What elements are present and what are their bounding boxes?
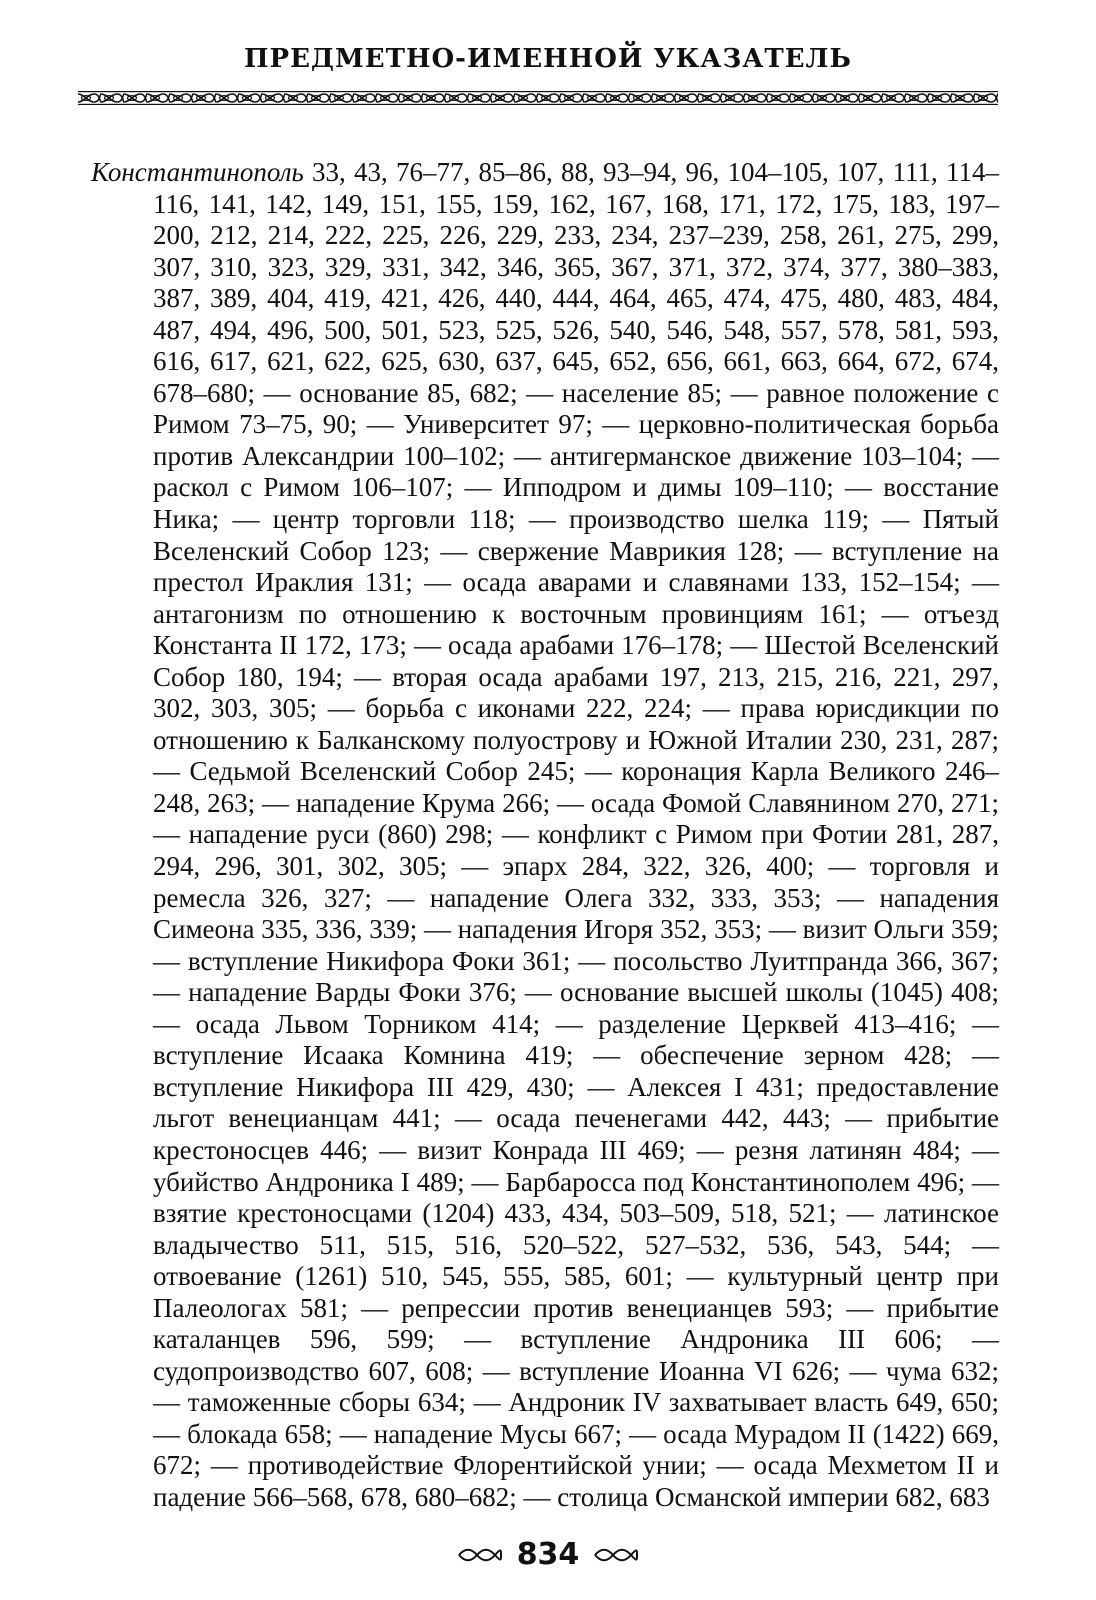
decorative-braid-rule	[78, 91, 998, 105]
running-header: ПРЕДМЕТНО-ИМЕННОЙ УКАЗАТЕЛЬ	[243, 44, 852, 74]
page-footer	[0, 1537, 1096, 1572]
index-entry-text: 33, 43, 76–77, 85–86, 88, 93–94, 96, 104–105, 107, 111, 114–116, 141, 142, 149, 151, 155, 159, 162, 167, 168, 171, 172, 175, 183, 197–200, 212, 214, 222, 225, 226, 229, 233, 234, 237–239, 258, 261, 275, 299, 307, 310, 323, 329, 331, 342, 346, 365, 367, 371, 372, 374, 377, 380–383, 387, 389, 404, 419, 421, 426, 440, 444, 464, 465, 474, 475, 480, 483, 484, 487, 494, 496, 500, 501, 523, 525, 526, 540, 546, 548, 557, 578, 581, 593, 616, 617, 621, 622, 625, 630, 637, 645, 652, 656, 661, 663, 664, 672, 674, 678–680; — основание 85, 682; — население 85; — равное положение с Римом 73–75, 90; — Университет 97; — церковно-политическая борьба против Александрии 100–102; — антигерманское движение 103–104; — раскол с Римом 106–107; — Ипподром и димы 109–110; — восстание Ника; — центр торговли 118; — производство шелка 119; — Пятый Вселенский Собор 123; — свержение Маврикия 128; — вступление на престол Ираклия 131; — осада аварами и славянами 133, 152–154; — антагонизм по отношению к восточным провинциям 161; — отъезд Константа II 172, 173; — осада арабами 176–178; — Шестой Вселенский Собор 180, 194; — вторая осада арабами 197, 213, 215, 216, 221, 297, 302, 303, 305; — борьба с иконами 222, 224; — права юрисдикции по отношению к Балканскому полуострову и Южной Италии 230, 231, 287; — Седьмой Вселенский Собор 245; — коронация Карла Великого 246–248, 263; — нападение Крума 266; — осада Фомой Славянином 270, 271; — нападение руси (860) 298; — конфликт с Римом при Фотии 281, 287, 294, 296, 301, 302, 305; — эпарх 284, 322, 326, 400; — торговля и ремесла 326, 327; — нападение Олега 332, 333, 353; — нападения Симеона 335, 336, 339; — нападения Игоря 352, 353; — визит Ольги 359; — вступление Никифора Фоки 361; — посольство Луитпранда 366, 367; — нападение Варды Фоки 376; — основание высшей школы (1045) 408; — осада Львом Торником 414; — разделение Церквей 413–416; — вступление Исаака Комнина 419; — обеспечение зерном 428; — вступление Никифора III 429, 430; — Алексея I 431; предоставление льгот венецианцам 441; — осада печенегами 442, 443; — прибытие крестоносцев 446; — визит Конрада III 469; — резня латинян 484; — убийство Андроника I 489; — Барбаросса под Константинополем 496; — взятие крестоносцами (1204) 433, 434, 503–509, 518, 521; — латинское владычество 511, 515, 516, 520–522, 527–532, 536, 543, 544; — отвоевание (1261) 510, 545, 555, 585, 601; — культурный центр при Палеологах 581; — репрессии против венецианцев 593; — прибытие каталанцев 596, 599; — вступление Андроника III 606; — судопроизводство 607, 608; — вступление Иоанна VI 626; — чума 632; — таможенные сборы 634; — Андроник IV захватывает власть 649, 650; — блокада 658; — нападение Мусы 667; — осада Мурадом II (1422) 669, 672; — противодействие Флорентийской унии; — осада Мехметом II и падение 566–568, 678, 680–682; — столица Османской империи 682, 683	[153, 157, 1000, 1512]
index-entry	[91, 157, 999, 1514]
index-headword: Константинополь	[91, 157, 304, 187]
left-ornament-icon	[457, 1548, 503, 1562]
right-ornament-icon	[593, 1548, 639, 1562]
page-number: 834	[516, 1537, 580, 1572]
